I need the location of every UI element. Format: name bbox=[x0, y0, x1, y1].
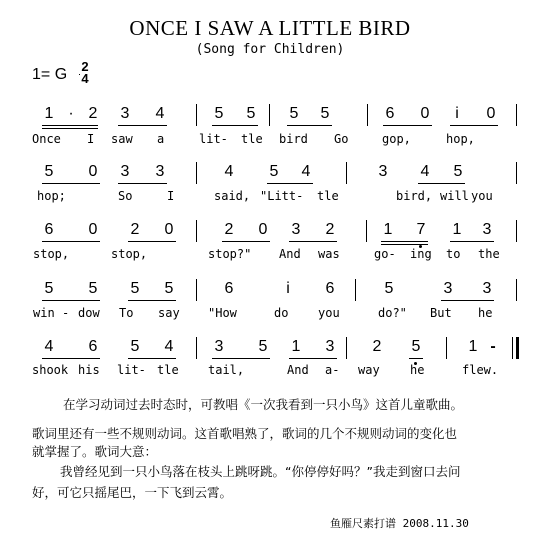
note: 0 bbox=[164, 221, 174, 238]
note: 4 bbox=[224, 163, 234, 180]
note: - bbox=[490, 338, 496, 355]
lyric: a bbox=[157, 132, 165, 146]
note: 2 bbox=[224, 221, 234, 238]
lyric: hop; bbox=[37, 189, 66, 203]
lyric: dow bbox=[78, 306, 100, 320]
note: 6 bbox=[88, 338, 98, 355]
note: 3 bbox=[214, 338, 224, 355]
note: 5 bbox=[44, 280, 54, 297]
note: 5 bbox=[130, 338, 140, 355]
lyric: bird, bbox=[396, 189, 433, 203]
note: 1 bbox=[383, 221, 393, 238]
note: 0 bbox=[486, 105, 496, 122]
lyric: ing bbox=[410, 247, 432, 261]
song-subtitle: (Song for Children) bbox=[195, 42, 345, 57]
paragraph-1: 在学习动词过去时态时，可教唱《一次我看到一只小鸟》这首儿童歌曲。 bbox=[63, 397, 464, 412]
lyric: you bbox=[471, 189, 493, 203]
lyric: gop, bbox=[382, 132, 411, 146]
lyric: hop, bbox=[446, 132, 475, 146]
note: 3 bbox=[120, 105, 130, 122]
lyric: stop?" bbox=[208, 247, 252, 261]
song-title: ONCE I SAW A LITTLE BIRD bbox=[129, 16, 411, 40]
lyric: tail, bbox=[208, 363, 245, 377]
lyric: way bbox=[358, 363, 380, 377]
note: 6 bbox=[325, 280, 335, 297]
note: 2 bbox=[130, 221, 140, 238]
lyric: stop, bbox=[33, 247, 70, 261]
note: 4 bbox=[301, 163, 311, 180]
lyric: stop, bbox=[111, 247, 148, 261]
lyric: tle bbox=[241, 132, 263, 146]
lyric: And bbox=[287, 363, 309, 377]
note: i bbox=[455, 105, 459, 122]
note: 5 bbox=[453, 163, 463, 180]
lyric: his bbox=[78, 363, 100, 377]
note: 3 bbox=[443, 280, 453, 297]
note: 1 bbox=[291, 338, 301, 355]
note: 2 bbox=[372, 338, 382, 355]
lyric: he bbox=[410, 363, 425, 377]
paragraph-2-line-1: 歌词里还有一些不规则动词。这首歌唱熟了，歌词的几个不规则动词的变化也 bbox=[32, 426, 458, 441]
note: 6 bbox=[44, 221, 54, 238]
lyric: "Litt- bbox=[260, 189, 304, 203]
time-signature bbox=[79, 61, 91, 85]
lyric: you bbox=[318, 306, 340, 320]
note: 5 bbox=[269, 163, 279, 180]
lyric: I bbox=[87, 132, 95, 146]
note: 3 bbox=[378, 163, 388, 180]
note: 3 bbox=[291, 221, 301, 238]
lyric: I bbox=[167, 189, 175, 203]
note: 5 bbox=[384, 280, 394, 297]
note: 1 bbox=[452, 221, 462, 238]
note: 4 bbox=[44, 338, 54, 355]
note: 5 bbox=[88, 280, 98, 297]
lyric: shook bbox=[32, 363, 69, 377]
lyric: to bbox=[446, 247, 461, 261]
lyric: tle bbox=[317, 189, 339, 203]
note: 6 bbox=[385, 105, 395, 122]
lyric: a- bbox=[325, 363, 340, 377]
note: 3 bbox=[120, 163, 130, 180]
note: 0 bbox=[88, 221, 98, 238]
lyric: win bbox=[33, 306, 55, 320]
lyric: say bbox=[158, 306, 180, 320]
note: 0 bbox=[420, 105, 430, 122]
note: 3 bbox=[155, 163, 165, 180]
lyric: lit- bbox=[199, 132, 228, 146]
note-dot: · bbox=[68, 105, 74, 122]
lyric: tle bbox=[157, 363, 179, 377]
lyric: But bbox=[430, 306, 452, 320]
note: 2 bbox=[325, 221, 335, 238]
note: 7 bbox=[416, 221, 426, 238]
note: i bbox=[286, 280, 290, 297]
time-signature-top: 2 bbox=[81, 59, 89, 74]
note: 4 bbox=[155, 105, 165, 122]
note: 3 bbox=[325, 338, 335, 355]
note: 5 bbox=[164, 280, 174, 297]
note: 0 bbox=[88, 163, 98, 180]
lyric: So bbox=[118, 189, 133, 203]
note: 2 bbox=[88, 105, 98, 122]
time-signature-bottom: 4 bbox=[81, 71, 89, 86]
lyric: he bbox=[478, 306, 493, 320]
lyric: "How bbox=[208, 306, 237, 320]
note: 5 bbox=[320, 105, 330, 122]
note: 1 bbox=[468, 338, 478, 355]
lyric: To bbox=[119, 306, 134, 320]
lyric: do bbox=[274, 306, 289, 320]
lyric: flew. bbox=[462, 363, 499, 377]
signature: 鱼雁尺素打谱 2008.11.30 bbox=[330, 517, 469, 530]
paragraph-3-line-1: 我曾经见到一只小鸟落在枝头上跳呀跳。“你停停好吗？”我走到窗口去问 bbox=[60, 464, 461, 479]
note: 5 bbox=[289, 105, 299, 122]
lyric: the bbox=[478, 247, 500, 261]
lyric: - bbox=[62, 306, 70, 320]
note: 6 bbox=[224, 280, 234, 297]
lyric: saw bbox=[111, 132, 133, 146]
lyric: go- bbox=[374, 247, 396, 261]
note: 5 bbox=[130, 280, 140, 297]
note: 4 bbox=[420, 163, 430, 180]
lyric: And bbox=[279, 247, 301, 261]
note: 5 bbox=[44, 163, 54, 180]
lyric: said, bbox=[214, 189, 251, 203]
note: 3 bbox=[482, 221, 492, 238]
note: 5 bbox=[246, 105, 256, 122]
lyric: will bbox=[440, 189, 469, 203]
note: 5 bbox=[258, 338, 268, 355]
lyric: bird bbox=[279, 132, 308, 146]
note: 5 bbox=[411, 338, 421, 355]
lyric: do?" bbox=[378, 306, 407, 320]
note: 5 bbox=[214, 105, 224, 122]
lyric: Go bbox=[334, 132, 349, 146]
paragraph-3-line-2: 好，可它只摇尾巴，一下飞到云霄。 bbox=[32, 485, 233, 500]
note: 0 bbox=[258, 221, 268, 238]
note: 1 bbox=[44, 105, 54, 122]
note: 3 bbox=[482, 280, 492, 297]
note: 4 bbox=[164, 338, 174, 355]
paragraph-2-line-2: 就掌握了。歌词大意： bbox=[32, 444, 158, 459]
key-signature: 1= G bbox=[32, 66, 68, 83]
lyric: was bbox=[318, 247, 340, 261]
lyric: Once bbox=[32, 132, 61, 146]
lyric: lit- bbox=[117, 363, 146, 377]
